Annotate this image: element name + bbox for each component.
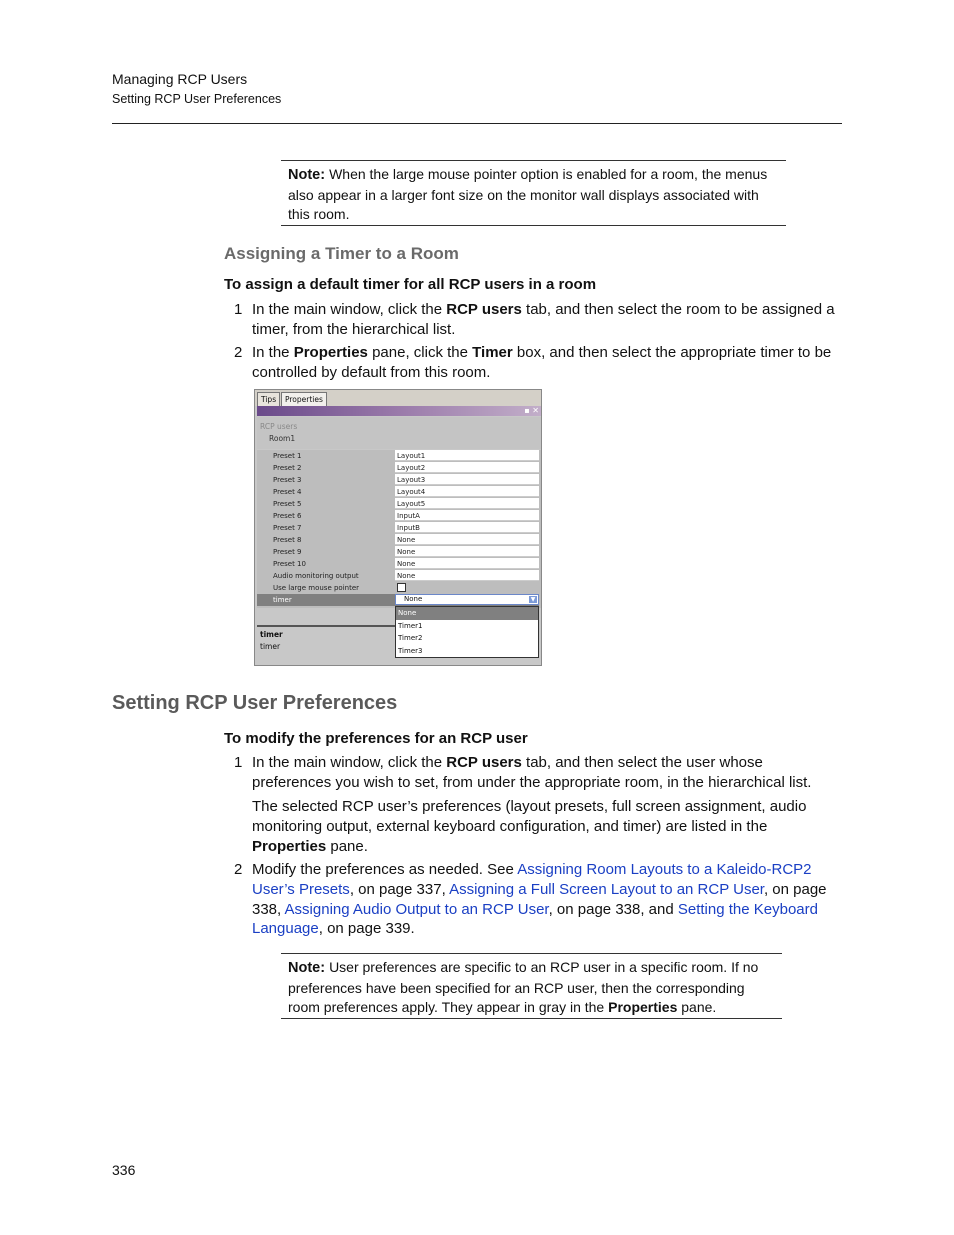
properties-pane-screenshot	[254, 389, 542, 666]
property-value[interactable]: Layout5	[395, 498, 539, 509]
property-row-timer[interactable]	[257, 594, 539, 606]
header-divider	[112, 123, 842, 124]
property-value[interactable]: Layout4	[395, 486, 539, 497]
step-text: In the	[252, 344, 294, 361]
property-name: Preset 10	[273, 560, 306, 568]
property-row[interactable]	[257, 510, 539, 522]
property-value[interactable]: Layout2	[395, 462, 539, 473]
note-text: pane.	[677, 999, 717, 1015]
tab-properties[interactable]: Properties	[281, 392, 327, 406]
page-number: 336	[112, 1162, 136, 1178]
timer-step-1	[234, 300, 844, 340]
step-text: Modify the preferences as needed. See	[252, 861, 518, 878]
ui-term: RCP users	[446, 301, 522, 318]
procedure-title-preferences: To modify the preferences for an RCP user	[224, 730, 528, 747]
step-text: pane, click the	[367, 344, 473, 361]
pane-subtitle: Room1	[269, 434, 296, 443]
property-name: Audio monitoring output	[273, 572, 359, 580]
link-room-layouts[interactable]: Assigning Room Layouts to a Kaleido-RCP2 User’s Presets	[252, 861, 812, 898]
step-text: In the main window, click the	[252, 754, 447, 771]
step-number: 2	[234, 861, 243, 878]
timer-step-2	[234, 343, 844, 383]
property-name: Preset 4	[273, 488, 302, 496]
step-text: , on page 337,	[349, 880, 450, 898]
property-value[interactable]: None	[395, 546, 539, 557]
step-text: , on page 339.	[318, 920, 415, 938]
property-name: timer	[273, 596, 292, 604]
note-large-pointer	[281, 160, 786, 226]
property-row[interactable]	[257, 498, 539, 510]
chevron-down-icon[interactable]: ▼	[530, 596, 536, 603]
tab-bar	[255, 390, 541, 406]
property-name: Preset 5	[273, 500, 302, 508]
dropdown-option[interactable]: Timer3	[398, 646, 423, 655]
property-row[interactable]	[257, 486, 539, 498]
pane-title-bar	[257, 406, 541, 416]
note-label: Note:	[288, 167, 326, 183]
property-name: Preset 8	[273, 536, 302, 544]
heading-assign-timer: Assigning a Timer to a Room	[224, 244, 459, 263]
note-user-preferences	[281, 953, 782, 1019]
property-name: Preset 3	[273, 476, 302, 484]
pane-title: RCP users	[260, 422, 298, 431]
prefs-step-1-paragraph	[252, 797, 832, 856]
ui-term: Properties	[608, 999, 678, 1015]
link-keyboard-language[interactable]: Setting the Keyboard Language	[252, 900, 818, 938]
procedure-title-timer: To assign a default timer for all RCP users in a room	[224, 276, 597, 293]
property-row[interactable]	[257, 450, 539, 462]
large-pointer-checkbox[interactable]	[397, 583, 406, 592]
step-number: 2	[234, 344, 243, 361]
timer-dropdown-list[interactable]	[395, 606, 539, 658]
ui-term: Properties	[252, 837, 327, 855]
property-grid	[257, 450, 541, 608]
pane-header	[257, 417, 541, 449]
dropdown-option[interactable]: Timer1	[398, 621, 423, 630]
note-text: When the large mouse pointer option is enabled for a room, the menus also appear in a larger font size on the monitor wall displays associated with this room.	[288, 166, 768, 222]
property-value[interactable]: InputB	[395, 522, 539, 533]
property-value[interactable]: Layout3	[395, 474, 539, 485]
ui-term: RCP users	[446, 754, 522, 771]
step-text: box, and then select the appropriate timer to be controlled by default from this room.	[252, 344, 832, 381]
timer-select[interactable]	[395, 594, 539, 605]
property-value[interactable]: InputA	[395, 510, 539, 521]
step-text: , on page 338,	[252, 880, 827, 918]
running-header-chapter: Managing RCP Users	[112, 71, 248, 87]
running-header-section: Setting RCP User Preferences	[112, 92, 282, 106]
property-value[interactable]: None	[395, 570, 539, 581]
step-text: pane.	[326, 837, 368, 855]
note-label: Note:	[288, 960, 326, 976]
property-row[interactable]	[257, 522, 539, 534]
link-full-screen-layout[interactable]: Assigning a Full Screen Layout to an RCP User	[449, 880, 764, 898]
property-value[interactable]: Layout1	[395, 450, 539, 461]
property-name: Preset 1	[273, 452, 302, 460]
dropdown-option[interactable]: None	[396, 607, 538, 620]
prefs-step-1	[234, 753, 844, 793]
step-text: The selected RCP user’s preferences (layout presets, full screen assignment, audio monitoring output, external keyboard configuration, and timer) are listed in the	[252, 798, 807, 835]
property-row[interactable]	[257, 474, 539, 486]
property-row[interactable]	[257, 570, 539, 582]
ui-term: Timer	[472, 344, 513, 361]
description-title: timer	[260, 630, 283, 639]
property-row[interactable]	[257, 462, 539, 474]
property-row[interactable]	[257, 534, 539, 546]
property-row[interactable]	[257, 558, 539, 570]
description-text: timer	[260, 642, 281, 651]
step-text: , on page 338, and	[548, 900, 678, 918]
step-text: In the main window, click the	[252, 301, 447, 318]
property-name: Use large mouse pointer	[273, 584, 360, 592]
property-value[interactable]: None	[395, 534, 539, 545]
property-row-large-pointer[interactable]	[257, 582, 539, 594]
step-number: 1	[234, 754, 243, 771]
step-text: tab, and then select the room to be assigned a timer, from the hierarchical list.	[252, 301, 835, 338]
note-text: User preferences are specific to an RCP user in a specific room. If no preferences have been specified for an RCP user, then the corresponding room preferences apply. They appear in gray in the	[288, 959, 759, 1015]
heading-setting-preferences: Setting RCP User Preferences	[112, 692, 398, 714]
property-row[interactable]	[257, 546, 539, 558]
ui-term: Properties	[293, 344, 368, 361]
property-name: Preset 7	[273, 524, 302, 532]
property-value[interactable]: None	[395, 558, 539, 569]
tab-tips[interactable]: Tips	[257, 392, 280, 406]
property-name: Preset 6	[273, 512, 302, 520]
property-name: Preset 9	[273, 548, 302, 556]
prefs-step-2	[234, 860, 844, 939]
step-text: tab, and then select the user whose preferences you wish to set, from under the appropriate room, in the hierarchical list.	[252, 754, 812, 791]
property-name: Preset 2	[273, 464, 302, 472]
link-audio-output[interactable]: Assigning Audio Output to an RCP User	[284, 900, 549, 918]
timer-select-value: None	[404, 595, 423, 603]
close-icon[interactable]: ▪ ✕	[524, 406, 539, 415]
step-number: 1	[234, 301, 243, 318]
dropdown-option[interactable]: Timer2	[398, 634, 423, 642]
